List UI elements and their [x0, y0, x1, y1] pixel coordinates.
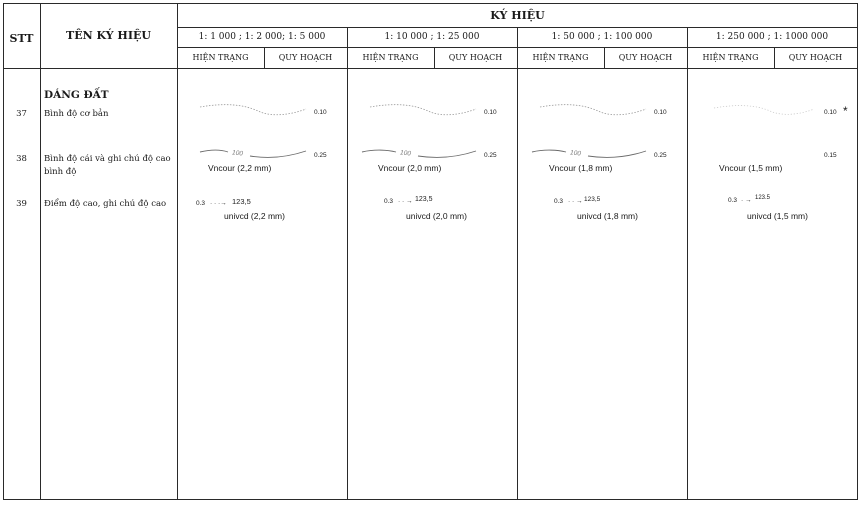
point-size-4: 0.3	[728, 197, 738, 204]
name-column-divider	[177, 3, 178, 500]
table-right-border	[857, 3, 858, 500]
scale-header-1: 1: 1 000 ; 1: 2 000; 1: 5 000	[198, 32, 326, 42]
basic-contour-weight-2: 0.10	[484, 109, 497, 116]
planned-header-4: QUY HOẠCH	[788, 53, 843, 62]
current-header-4: HIỆN TRẠNG	[702, 53, 759, 62]
row-37-stt: 37	[16, 109, 27, 119]
contour-label-2: 100	[399, 149, 412, 158]
index-contour-weight-1: 0.25	[314, 152, 327, 159]
spot-height-font-3: univcd (1,8 mm)	[577, 211, 638, 221]
spot-height-value-3: 123,5	[584, 196, 601, 203]
scale-column-divider-4	[687, 27, 688, 500]
point-size-2: 0.3	[384, 198, 394, 205]
row-39-name: Điểm độ cao, ghi chú độ cao	[44, 199, 167, 209]
table-top-border	[3, 3, 858, 4]
spot-height-value-4: 123.5	[755, 195, 771, 201]
section-title: DÁNG ĐẤT	[44, 89, 109, 101]
point-size-1: 0.3	[196, 200, 206, 207]
spot-height-value-1: 123,5	[232, 197, 251, 206]
index-contour-weight-3: 0.25	[654, 152, 667, 159]
current-header-1: HIỆN TRẠNG	[192, 53, 249, 62]
spot-height-value-2: 123,5	[415, 196, 433, 203]
basic-contour-symbol-2	[368, 100, 478, 120]
asterisk-mark: *	[843, 104, 848, 118]
stt-header: STT	[9, 32, 34, 45]
index-contour-symbol-2	[360, 145, 478, 165]
scale-column-divider-2	[347, 27, 348, 500]
point-leader-2: · · →	[398, 198, 413, 205]
row-38-name-line2: bình độ	[44, 167, 77, 177]
row-38-name-line1: Bình độ cái và ghi chú độ cao	[44, 154, 171, 164]
planned-header-2: QUY HOẠCH	[448, 53, 503, 62]
index-contour-symbol-3	[530, 145, 648, 165]
row-37-name: Bình độ cơ bản	[44, 109, 109, 119]
contour-label-1: 100	[231, 149, 244, 158]
basic-contour-weight-4: 0.10	[824, 109, 837, 116]
spot-height-font-2: univcd (2,0 mm)	[406, 211, 467, 221]
scale-header-3: 1: 50 000 ; 1: 100 000	[551, 32, 653, 42]
index-contour-weight-2: 0.25	[484, 152, 497, 159]
row-38-stt: 38	[16, 154, 27, 164]
table-bottom-border	[3, 499, 858, 500]
header-bottom-rule	[3, 68, 858, 69]
point-leader-3: · · →	[568, 198, 583, 205]
point-leader-4: · →	[741, 197, 752, 204]
point-leader-1: · · ·→	[210, 200, 227, 207]
index-contour-symbol-1	[198, 145, 308, 165]
basic-contour-symbol-3	[538, 100, 648, 120]
scale-header-4: 1: 250 000 ; 1: 1000 000	[715, 32, 829, 42]
point-size-3: 0.3	[554, 198, 564, 205]
stt-column-divider	[40, 3, 41, 500]
planned-header-3: QUY HOẠCH	[618, 53, 673, 62]
current-header-2: HIỆN TRẠNG	[362, 53, 419, 62]
spot-height-font-4: univcd (1,5 mm)	[747, 211, 808, 221]
contour-font-3: Vncour (1,8 mm)	[549, 163, 613, 173]
row-39-stt: 39	[16, 199, 27, 209]
contour-font-2: Vncour (2,0 mm)	[378, 163, 442, 173]
basic-contour-weight-1: 0.10	[314, 109, 327, 116]
basic-contour-weight-3: 0.10	[654, 109, 667, 116]
contour-font-4: Vncour (1,5 mm)	[719, 163, 783, 173]
scale-column-divider-3	[517, 27, 518, 500]
symbol-group-header: KÝ HIỆU	[490, 9, 545, 22]
contour-font-1: Vncour (2,2 mm)	[208, 163, 272, 173]
contour-label-3: 100	[569, 149, 582, 158]
table-left-border	[3, 3, 4, 500]
index-contour-weight-4: 0.15	[824, 152, 837, 159]
name-header: TÊN KÝ HIỆU	[66, 29, 151, 42]
planned-header-1: QUY HOẠCH	[278, 53, 333, 62]
spot-height-font-1: univcd (2,2 mm)	[224, 211, 285, 221]
current-header-3: HIỆN TRẠNG	[532, 53, 589, 62]
basic-contour-symbol-1	[198, 100, 308, 120]
basic-contour-symbol-4	[712, 100, 816, 120]
scale-header-2: 1: 10 000 ; 1: 25 000	[384, 32, 480, 42]
